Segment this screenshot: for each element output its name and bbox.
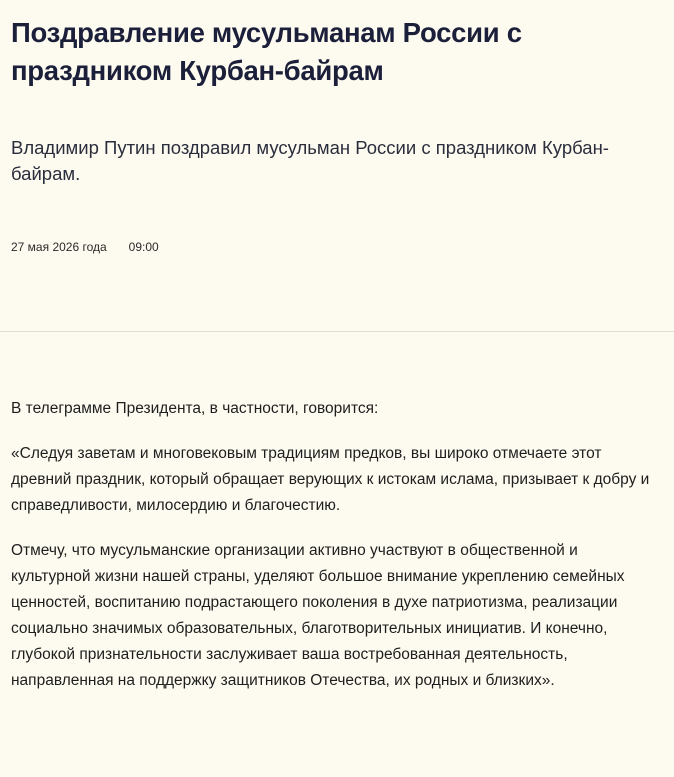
publish-time: 09:00 <box>128 240 159 254</box>
article-body <box>11 396 659 713</box>
article-meta <box>11 239 159 255</box>
paragraph-quote-2: Отмечу, что мусульманские организации активно участвуют в общественной и культурной жизни нашей страны, уделяют большое внимание укреплению семейных ценностей, воспитанию подрастающего поколения в духе патриотизма, реализации социально значимых образовательных, благотворительных инициатив. И конечно, глубокой признательности заслуживает ваша востребованная деятельность, направленная на поддержку защитников Отечества, их родных и близких». <box>11 542 625 689</box>
page-title: Поздравление мусульманам России с праздником Курбан-байрам <box>11 17 522 86</box>
paragraph-quote-1: «Следуя заветам и многовековым традициям предков, вы широко отмечаете этот древний праздник, который обращает верующих к истокам ислама, призывает к добру и справедливости, милосердию и благочестию. <box>11 445 650 514</box>
paragraph-intro: В телеграмме Президента, в частности, говорится: <box>11 400 379 417</box>
publish-date: 27 мая 2026 года <box>11 240 107 254</box>
section-divider <box>0 331 674 332</box>
article-lead: Владимир Путин поздравил мусульман России с праздником Курбан-байрам. <box>11 137 609 184</box>
